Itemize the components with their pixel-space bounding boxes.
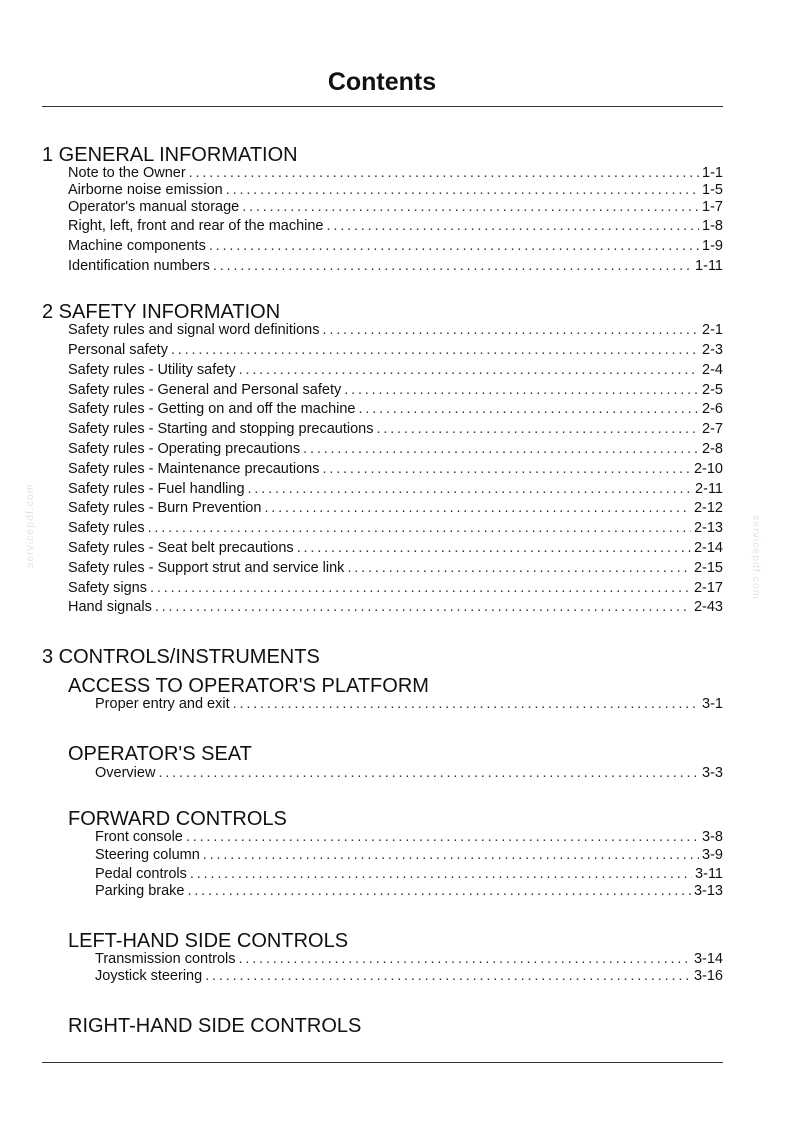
toc-entry-label: Pedal controls xyxy=(95,866,187,882)
toc-entry-label: Safety rules - Utility safety xyxy=(68,362,236,378)
toc-entry-label: Safety rules - Operating precautions xyxy=(68,441,301,457)
toc-entry-page: 3-8 xyxy=(702,829,723,845)
toc-entry-page: 1-1 xyxy=(702,165,723,181)
toc-entry[interactable] xyxy=(95,950,723,968)
subsection-heading-access: ACCESS TO OPERATOR'S PLATFORM xyxy=(68,675,429,697)
toc-entry[interactable] xyxy=(95,865,723,883)
toc-entry-page: 2-3 xyxy=(702,342,723,358)
leader-dots xyxy=(359,400,700,418)
section-heading-general-information: 1 GENERAL INFORMATION xyxy=(42,144,298,166)
leader-dots xyxy=(248,480,693,498)
toc-entry[interactable] xyxy=(68,361,723,379)
toc-entry[interactable] xyxy=(68,480,723,498)
leader-dots xyxy=(344,381,699,399)
toc-entry[interactable] xyxy=(68,381,723,399)
leader-dots xyxy=(242,198,699,216)
leader-dots xyxy=(171,341,699,359)
toc-entry[interactable] xyxy=(68,460,723,478)
toc-entry[interactable] xyxy=(68,400,723,418)
toc-entry-page: 3-11 xyxy=(695,866,723,882)
toc-entry[interactable] xyxy=(68,440,723,458)
toc-entry[interactable] xyxy=(95,764,723,782)
toc-entry-page: 1-9 xyxy=(702,238,723,254)
toc-entry-page: 2-12 xyxy=(693,500,723,516)
toc-entry[interactable] xyxy=(95,967,723,985)
toc-entry-label: Safety rules - Seat belt precautions xyxy=(68,540,294,556)
subsection-heading-operator-seat: OPERATOR'S SEAT xyxy=(68,743,252,765)
toc-entry-label: Front console xyxy=(95,829,183,845)
toc-entry-page: 3-3 xyxy=(702,765,723,781)
toc-entry-page: 2-14 xyxy=(693,540,723,556)
leader-dots xyxy=(297,539,691,557)
toc-entry-page: 2-43 xyxy=(693,599,723,615)
leader-dots xyxy=(190,865,692,883)
toc-entry[interactable] xyxy=(95,846,723,864)
toc-entry-page: 1-5 xyxy=(702,182,723,198)
toc-entry-page: 2-7 xyxy=(702,421,723,437)
toc-entry-page: 2-17 xyxy=(693,580,723,596)
leader-dots xyxy=(322,460,690,478)
toc-entry[interactable] xyxy=(68,181,723,199)
toc-entry-label: Hand signals xyxy=(68,599,152,615)
toc-entry[interactable] xyxy=(68,579,723,597)
toc-entry-label: Safety rules - Maintenance precautions xyxy=(68,461,320,477)
leader-dots xyxy=(233,695,699,713)
toc-entry-page: 2-15 xyxy=(693,560,723,576)
toc-entry-label: Parking brake xyxy=(95,883,185,899)
leader-dots xyxy=(239,361,699,379)
toc-entry-label: Safety rules - Fuel handling xyxy=(68,481,245,497)
leader-dots xyxy=(203,846,699,864)
toc-entry-label: Proper entry and exit xyxy=(95,696,230,712)
toc-entry-label: Note to the Owner xyxy=(68,165,186,181)
toc-entry-page: 2-10 xyxy=(693,461,723,477)
toc-entry[interactable] xyxy=(68,539,723,557)
leader-dots xyxy=(327,217,700,235)
leader-dots xyxy=(264,499,691,517)
toc-entry[interactable] xyxy=(68,237,723,255)
toc-entry[interactable] xyxy=(68,217,723,235)
section-heading-controls-instruments: 3 CONTROLS/INSTRUMENTS xyxy=(42,646,320,668)
toc-entry-label: Right, left, front and rear of the machine xyxy=(68,218,324,234)
toc-entry-page: 2-5 xyxy=(702,382,723,398)
leader-dots xyxy=(205,967,691,985)
toc-entry-label: Airborne noise emission xyxy=(68,182,223,198)
toc-entry-page: 2-13 xyxy=(693,520,723,536)
toc-entry-page: 2-1 xyxy=(702,322,723,338)
toc-entry[interactable] xyxy=(95,695,723,713)
leader-dots xyxy=(213,257,692,275)
toc-entry[interactable] xyxy=(68,164,723,182)
subsection-heading-left-hand-side-controls: LEFT-HAND SIDE CONTROLS xyxy=(68,930,349,952)
toc-entry-page: 3-13 xyxy=(693,883,723,899)
toc-entry-label: Safety rules - Burn Prevention xyxy=(68,500,262,516)
toc-entry-page: 2-11 xyxy=(695,481,723,497)
toc-entry-page: 2-4 xyxy=(702,362,723,378)
toc-entry-label: Machine components xyxy=(68,238,206,254)
leader-dots xyxy=(303,440,699,458)
leader-dots xyxy=(148,519,691,537)
page-title: Contents xyxy=(327,68,437,96)
watermark-left: servicepdf.com xyxy=(24,483,36,568)
toc-entry[interactable] xyxy=(68,420,723,438)
toc-entry-page: 1-8 xyxy=(702,218,723,234)
toc-entry[interactable] xyxy=(68,519,723,537)
toc-entry-page: 1-7 xyxy=(702,199,723,215)
toc-entry-label: Transmission controls xyxy=(95,951,236,967)
leader-dots xyxy=(376,420,699,438)
toc-entry-label: Safety rules and signal word definitions xyxy=(68,322,320,338)
toc-entry-label: Safety rules - Starting and stopping precautions xyxy=(68,421,374,437)
subsection-heading-right-hand-side-controls: RIGHT-HAND SIDE CONTROLS xyxy=(68,1015,362,1037)
toc-entry[interactable] xyxy=(95,882,723,900)
toc-entry-label: Safety rules - Support strut and service link xyxy=(68,560,345,576)
toc-entry[interactable] xyxy=(68,499,723,517)
toc-entry-page: 3-9 xyxy=(702,847,723,863)
toc-entry-page: 3-1 xyxy=(702,696,723,712)
top-divider xyxy=(42,106,723,107)
leader-dots xyxy=(209,237,699,255)
toc-entry[interactable] xyxy=(68,598,723,616)
toc-entry-label: Operator's manual storage xyxy=(68,199,240,215)
leader-dots xyxy=(150,579,691,597)
toc-entry-page: 3-16 xyxy=(693,968,723,984)
toc-entry[interactable] xyxy=(68,341,723,359)
subsection-heading-forward-controls: FORWARD CONTROLS xyxy=(68,808,287,830)
leader-dots xyxy=(347,559,691,577)
leader-dots xyxy=(158,764,699,782)
toc-entry[interactable] xyxy=(68,321,723,339)
toc-entry-label: Identification numbers xyxy=(68,258,210,274)
leader-dots xyxy=(238,950,690,968)
toc-entry-label: Safety signs xyxy=(68,580,147,596)
watermark-right: servicepdf.com xyxy=(750,515,762,600)
toc-entry-label: Personal safety xyxy=(68,342,168,358)
toc-entry-label: Steering column xyxy=(95,847,200,863)
leader-dots xyxy=(226,181,699,199)
leader-dots xyxy=(155,598,691,616)
leader-dots xyxy=(322,321,699,339)
leader-dots xyxy=(187,882,691,900)
toc-entry[interactable] xyxy=(68,257,723,275)
toc-entry[interactable] xyxy=(95,828,723,846)
toc-entry-label: Safety rules xyxy=(68,520,145,536)
section-heading-safety-information: 2 SAFETY INFORMATION xyxy=(42,301,281,323)
toc-entry-label: Overview xyxy=(95,765,156,781)
toc-entry-page: 2-6 xyxy=(702,401,723,417)
toc-entry-label: Safety rules - General and Personal safety xyxy=(68,382,342,398)
toc-entry-page: 2-8 xyxy=(702,441,723,457)
toc-entry-page: 3-14 xyxy=(693,951,723,967)
toc-entry[interactable] xyxy=(68,559,723,577)
toc-entry-page: 1-11 xyxy=(695,258,723,274)
bottom-divider xyxy=(42,1062,723,1063)
leader-dots xyxy=(189,164,699,182)
leader-dots xyxy=(186,828,699,846)
toc-entry[interactable] xyxy=(68,198,723,216)
toc-entry-label: Safety rules - Getting on and off the machine xyxy=(68,401,356,417)
toc-entry-label: Joystick steering xyxy=(95,968,203,984)
